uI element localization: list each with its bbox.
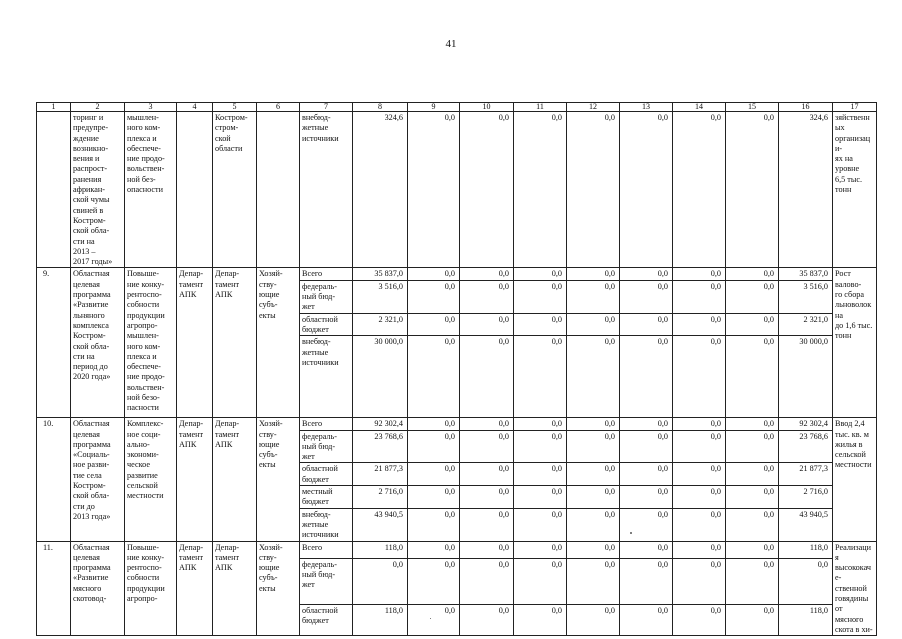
- amount-cell: 0,0: [779, 558, 833, 604]
- amount-cell: 0,0: [460, 268, 514, 280]
- row-number-cell: [37, 112, 71, 268]
- amount-cell: 0,0: [567, 558, 620, 604]
- amount-cell: 0,0: [620, 313, 673, 336]
- amount-cell: 0,0: [673, 418, 726, 430]
- amount-cell: 0,0: [620, 558, 673, 604]
- amount-cell: 0,0: [620, 430, 673, 463]
- scan-speck: [630, 532, 632, 534]
- column-number: 1: [37, 103, 71, 112]
- amount-cell: 0,0: [726, 430, 779, 463]
- executor-cell: Костром- стром- ской области: [213, 112, 257, 268]
- amount-cell: 0,0: [620, 336, 673, 418]
- amount-cell: 0,0: [620, 604, 673, 636]
- program-name-cell: Областная целевая программа «Развитие мясного скотовод-: [71, 541, 125, 636]
- table-body: [37, 103, 877, 636]
- amount-cell: 0,0: [567, 604, 620, 636]
- funding-source-cell: федераль- ный бюд- жет: [300, 280, 353, 313]
- column-number: 17: [833, 103, 877, 112]
- goal-cell: Повыше- ние конку- рентоспо- собности продукции агропро-: [125, 541, 177, 636]
- amount-cell: 0,0: [408, 463, 460, 486]
- amount-cell: 0,0: [567, 268, 620, 280]
- amount-cell: 0,0: [726, 418, 779, 430]
- amount-cell: 0,0: [408, 336, 460, 418]
- amount-cell: 0,0: [514, 336, 567, 418]
- amount-cell: 0,0: [673, 463, 726, 486]
- amount-cell: 0,0: [567, 336, 620, 418]
- funding-source-cell: федераль- ный бюд- жет: [300, 430, 353, 463]
- amount-cell: 92 302,4: [353, 418, 408, 430]
- amount-cell: 0,0: [567, 463, 620, 486]
- table-row: [37, 268, 877, 280]
- amount-cell: 324,6: [779, 112, 833, 268]
- goal-cell: мышлен- ного ком- плекса и обеспече- ние продо- вольствен- ной без- опасности: [125, 112, 177, 268]
- amount-cell: 0,0: [514, 430, 567, 463]
- funding-source-cell: федераль- ный бюд- жет: [300, 558, 353, 604]
- amount-cell: 0,0: [460, 541, 514, 558]
- amount-cell: 0,0: [726, 280, 779, 313]
- amount-cell: 324,6: [353, 112, 408, 268]
- amount-cell: 0,0: [514, 280, 567, 313]
- amount-cell: 0,0: [408, 486, 460, 509]
- column-number: 7: [300, 103, 353, 112]
- amount-cell: 0,0: [726, 541, 779, 558]
- funding-source-cell: Всего: [300, 268, 353, 280]
- row-number-cell: 11.: [37, 541, 71, 636]
- amount-cell: 23 768,6: [353, 430, 408, 463]
- amount-cell: 0,0: [460, 280, 514, 313]
- amount-cell: 0,0: [567, 541, 620, 558]
- column-number: 6: [257, 103, 300, 112]
- amount-cell: 0,0: [408, 430, 460, 463]
- amount-cell: 0,0: [408, 508, 460, 541]
- expected-result-cell: Реализация высококаче- ственной говядины от мясного скота в хи-: [833, 541, 877, 636]
- amount-cell: 0,0: [673, 313, 726, 336]
- amount-cell: 0,0: [460, 558, 514, 604]
- table-row: [37, 112, 877, 268]
- amount-cell: 0,0: [726, 486, 779, 509]
- page-number: 41: [445, 38, 457, 50]
- amount-cell: 0,0: [514, 313, 567, 336]
- column-number: 2: [71, 103, 125, 112]
- funding-source-cell: областной бюджет: [300, 313, 353, 336]
- amount-cell: 0,0: [673, 430, 726, 463]
- column-number: 10: [460, 103, 514, 112]
- amount-cell: 0,0: [514, 463, 567, 486]
- amount-cell: 0,0: [460, 112, 514, 268]
- amount-cell: 23 768,6: [779, 430, 833, 463]
- amount-cell: 0,0: [514, 112, 567, 268]
- amount-cell: 0,0: [460, 508, 514, 541]
- column-number: 4: [177, 103, 213, 112]
- amount-cell: 0,0: [673, 508, 726, 541]
- amount-cell: 30 000,0: [779, 336, 833, 418]
- amount-cell: 2 716,0: [779, 486, 833, 509]
- customer-cell: [177, 112, 213, 268]
- amount-cell: 118,0: [779, 541, 833, 558]
- funding-source-cell: областной бюджет: [300, 463, 353, 486]
- funding-source-cell: Всего: [300, 418, 353, 430]
- amount-cell: 0,0: [460, 486, 514, 509]
- amount-cell: 21 877,3: [779, 463, 833, 486]
- amount-cell: 0,0: [408, 268, 460, 280]
- amount-cell: 0,0: [408, 418, 460, 430]
- amount-cell: 0,0: [567, 112, 620, 268]
- amount-cell: 43 940,5: [353, 508, 408, 541]
- amount-cell: 0,0: [673, 558, 726, 604]
- amount-cell: 0,0: [460, 418, 514, 430]
- amount-cell: 0,0: [408, 541, 460, 558]
- amount-cell: 2 321,0: [353, 313, 408, 336]
- column-number: 14: [673, 103, 726, 112]
- amount-cell: 2 716,0: [353, 486, 408, 509]
- amount-cell: 0,0: [726, 268, 779, 280]
- amount-cell: 0,0: [673, 336, 726, 418]
- amount-cell: 0,0: [567, 508, 620, 541]
- amount-cell: 0,0: [726, 313, 779, 336]
- funding-source-cell: внебюд- жетные источники: [300, 508, 353, 541]
- amount-cell: 0,0: [408, 313, 460, 336]
- amount-cell: 0,0: [620, 486, 673, 509]
- funding-source-cell: внебюд- жетные источники: [300, 336, 353, 418]
- funding-source-cell: внебюд- жетные источники: [300, 112, 353, 268]
- amount-cell: 0,0: [514, 418, 567, 430]
- column-number: 11: [514, 103, 567, 112]
- amount-cell: 35 837,0: [779, 268, 833, 280]
- row-number-cell: 9.: [37, 268, 71, 418]
- amount-cell: 2 321,0: [779, 313, 833, 336]
- amount-cell: 0,0: [726, 604, 779, 636]
- amount-cell: 0,0: [620, 268, 673, 280]
- amount-cell: 0,0: [514, 268, 567, 280]
- amount-cell: 0,0: [514, 486, 567, 509]
- participants-cell: Хозяй- ству- ющие субъ- екты: [257, 418, 300, 541]
- program-funding-table: [36, 102, 877, 636]
- amount-cell: 118,0: [779, 604, 833, 636]
- amount-cell: 0,0: [726, 463, 779, 486]
- table-row: [37, 541, 877, 558]
- amount-cell: 0,0: [726, 508, 779, 541]
- amount-cell: 0,0: [514, 558, 567, 604]
- amount-cell: 0,0: [408, 112, 460, 268]
- amount-cell: 118,0: [353, 541, 408, 558]
- amount-cell: 0,0: [567, 486, 620, 509]
- amount-cell: 0,0: [620, 541, 673, 558]
- column-number: 5: [213, 103, 257, 112]
- amount-cell: 0,0: [673, 604, 726, 636]
- column-number: 13: [620, 103, 673, 112]
- amount-cell: 0,0: [514, 541, 567, 558]
- amount-cell: 0,0: [567, 280, 620, 313]
- column-number: 12: [567, 103, 620, 112]
- table-row: [37, 418, 877, 430]
- expected-result-cell: зяйственных организаци- ях на уровне 6,5 тыс. тонн: [833, 112, 877, 268]
- customer-cell: Депар- тамент АПК: [177, 541, 213, 636]
- amount-cell: 35 837,0: [353, 268, 408, 280]
- amount-cell: 0,0: [514, 604, 567, 636]
- amount-cell: 0,0: [620, 112, 673, 268]
- customer-cell: Депар- тамент АПК: [177, 418, 213, 541]
- amount-cell: 0,0: [408, 558, 460, 604]
- scan-speck: [430, 618, 431, 619]
- program-name-cell: Областная целевая программа «Социаль- ное разви- тие села Костром- ской обла- сти до 2013 года»: [71, 418, 125, 541]
- program-name-cell: Областная целевая программа «Развитие льняного комплекса Костром- ской обла- сти на период до 2020 года»: [71, 268, 125, 418]
- amount-cell: 0,0: [726, 112, 779, 268]
- column-number: 8: [353, 103, 408, 112]
- amount-cell: 0,0: [620, 508, 673, 541]
- amount-cell: 0,0: [673, 541, 726, 558]
- participants-cell: Хозяй- ству- ющие субъ- екты: [257, 541, 300, 636]
- amount-cell: 0,0: [514, 508, 567, 541]
- row-number-cell: 10.: [37, 418, 71, 541]
- amount-cell: 0,0: [673, 268, 726, 280]
- goal-cell: Комплекс- ное соци- ально- экономи- ческое развитие сельской местности: [125, 418, 177, 541]
- amount-cell: 0,0: [460, 313, 514, 336]
- amount-cell: 0,0: [726, 558, 779, 604]
- amount-cell: 0,0: [620, 463, 673, 486]
- amount-cell: 3 516,0: [779, 280, 833, 313]
- amount-cell: 0,0: [460, 336, 514, 418]
- amount-cell: 21 877,3: [353, 463, 408, 486]
- executor-cell: Депар- тамент АПК: [213, 418, 257, 541]
- funding-source-cell: Всего: [300, 541, 353, 558]
- goal-cell: Повыше- ние конку- рентоспо- собности продукции агропро- мышлен- ного ком- плекса и обеспече- ние продо- вольствен- ной безо- пасности: [125, 268, 177, 418]
- column-number: 3: [125, 103, 177, 112]
- expected-result-cell: Ввод 2,4 тыс. кв. м жилья в сельской местности: [833, 418, 877, 541]
- column-number: 16: [779, 103, 833, 112]
- amount-cell: 0,0: [408, 604, 460, 636]
- customer-cell: Депар- тамент АПК: [177, 268, 213, 418]
- program-name-cell: торинг и предупре- ждение возникно- вения и распрост- ранения африкан- ской чумы свиней в Костром- ской обла- сти на 2013 – 2017 годы»: [71, 112, 125, 268]
- amount-cell: 0,0: [567, 313, 620, 336]
- amount-cell: 118,0: [353, 604, 408, 636]
- amount-cell: 0,0: [673, 280, 726, 313]
- column-number: 9: [408, 103, 460, 112]
- amount-cell: 0,0: [673, 486, 726, 509]
- amount-cell: 0,0: [567, 430, 620, 463]
- expected-result-cell: Рост валово- го сбора льноволокна до 1,6 тыс. тонн: [833, 268, 877, 418]
- executor-cell: Депар- тамент АПК: [213, 268, 257, 418]
- participants-cell: Хозяй- ству- ющие субъ- екты: [257, 268, 300, 418]
- amount-cell: 0,0: [460, 430, 514, 463]
- funding-source-cell: областной бюджет: [300, 604, 353, 636]
- amount-cell: 3 516,0: [353, 280, 408, 313]
- amount-cell: 0,0: [726, 336, 779, 418]
- funding-source-cell: местный бюджет: [300, 486, 353, 509]
- amount-cell: 0,0: [620, 280, 673, 313]
- amount-cell: 0,0: [620, 418, 673, 430]
- amount-cell: 0,0: [353, 558, 408, 604]
- amount-cell: 30 000,0: [353, 336, 408, 418]
- amount-cell: 0,0: [460, 604, 514, 636]
- executor-cell: Депар- тамент АПК: [213, 541, 257, 636]
- participants-cell: [257, 112, 300, 268]
- amount-cell: 43 940,5: [779, 508, 833, 541]
- column-number-row: [37, 103, 877, 112]
- amount-cell: 0,0: [567, 418, 620, 430]
- amount-cell: 0,0: [460, 463, 514, 486]
- amount-cell: 92 302,4: [779, 418, 833, 430]
- amount-cell: 0,0: [673, 112, 726, 268]
- amount-cell: 0,0: [408, 280, 460, 313]
- column-number: 15: [726, 103, 779, 112]
